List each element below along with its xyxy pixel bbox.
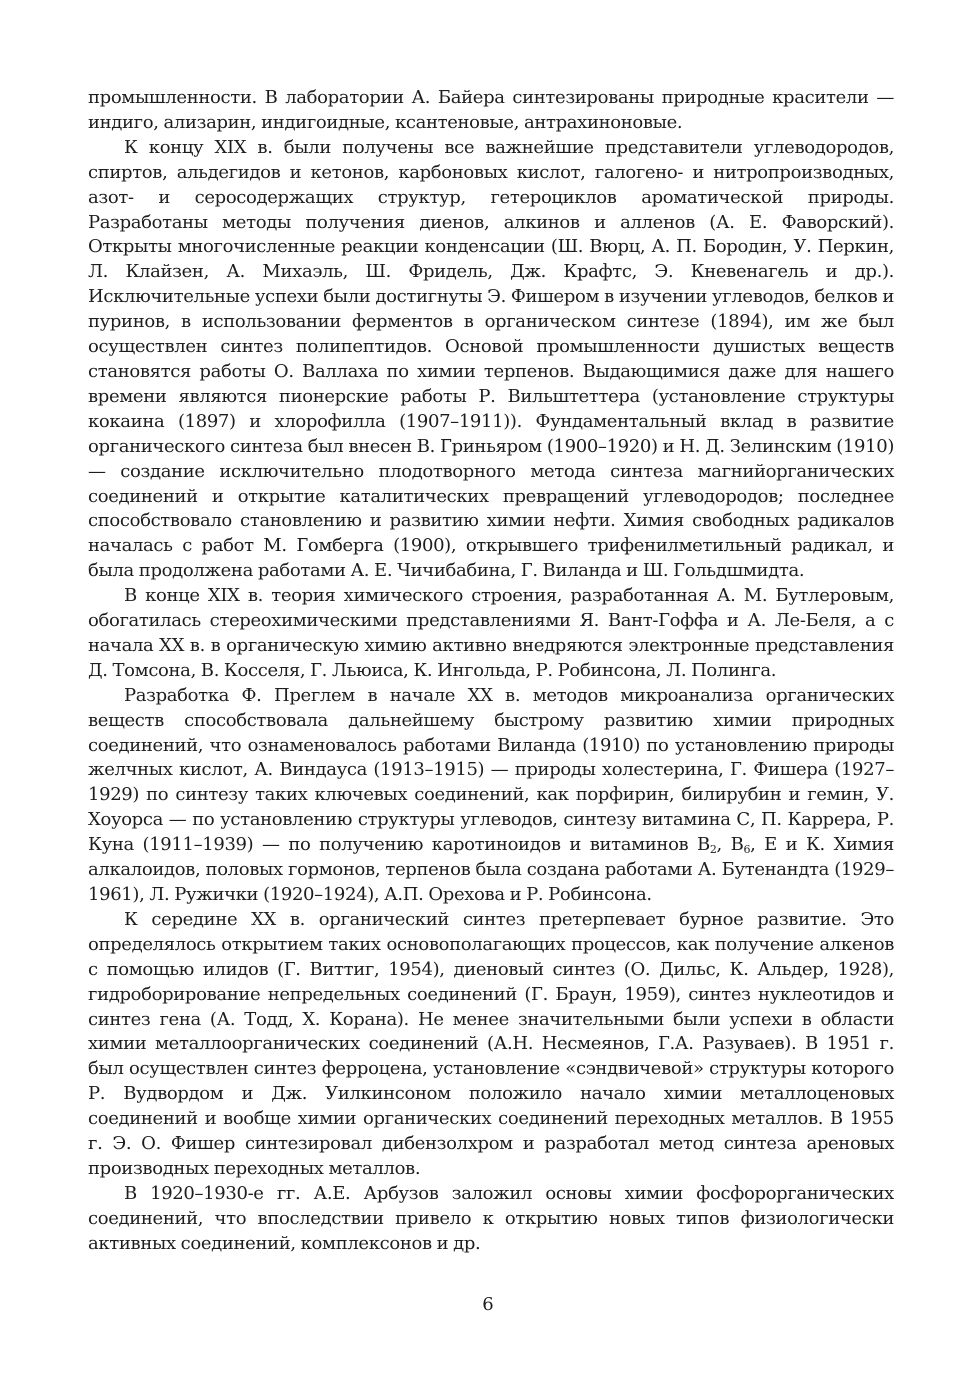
page-number: 6: [482, 1294, 494, 1315]
paragraph-19th-century: К концу XIX в. были получены все важнейшие представители углеводородов, спиртов, альдегидов и кетонов, карбоновых кислот, галогено- и нитропроизводных, азот- и серосодержащих структур, гетероциклов ароматической природы. Разработаны методы получения диенов, алкинов и алленов (А. Е. Фаворский). Открыты многочисленные реакции конденсации (Ш. Вюрц, А. П. Бородин, У. Перкин, Л. Клайзен, А. Михаэль, Ш. Фридель, Дж. Крафтс, Э. Кневенагель и др.). Исключительные успехи были достигнуты Э. Фишером в изучении углеводов, белков и пуринов, в использовании ферментов в органическом синтезе (1894), им же был осуществлен синтез полипептидов. Основой промышленности душистых веществ становятся работы О. Валлаха по химии терпенов. Выдающимися даже для нашего времени являются пионерские работы Р. Вильштеттера (установление структуры кокаина (1897) и хлорофилла (1907–1911)). Фундаментальный вклад в развитие органического синтеза был внесен В. Гриньяром (1900–1920) и Н. Д. Зелинским (1910) — создание исключительно плодотворного метода синтеза магнийорганических соединений и открытие каталитических превращений углеводородов; последнее способствовало становлению и развитию химии нефти. Химия свободных радикалов началась с работ М. Гомберга (1900), открывшего трифенилметильный радикал, и была продолжена работами А. Е. Чичибабина, Г. Виланда и Ш. Гольдшмидта.: [88, 136, 894, 582]
paragraph-microanalysis-text-2: , В: [716, 834, 744, 856]
page-body: [88, 86, 894, 1257]
paragraph-20th-century-synthesis: К середине XX в. органический синтез претерпевает бурное развитие. Это определялось открытием таких основополагающих процессов, как получение алкенов с помощью илидов (Г. Виттиг, 1954), диеновый синтез (О. Дильс, К. Альдер, 1928), гидроборирование непредельных соединений (Г. Браун, 1959), синтез нуклеотидов и синтез гена (А. Тодд, Х. Корана). Не менее значительными были успехи в области химии металлоорганических соединений (А.Н. Несмеянов, Г.А. Разуваев). В 1951 г. был осуществлен синтез ферроцена, установление «сэндвичевой» структуры которого Р. Вудвордом и Дж. Уилкинсоном положило начало химии металлоценовых соединений и вообще химии органических соединений переходных металлов. В 1955 г. Э. О. Фишер синтезировал дибензолхром и разработал метод синтеза ареновых производных переходных металлов.: [88, 908, 894, 1179]
subscript-6: 6: [743, 843, 751, 857]
paragraph-baeyer-dyes: промышленности. В лаборатории А. Байера синтезированы природные красители — индиго, ализарин, индигоидные, ксантеновые, антрахиноновые.: [88, 87, 894, 133]
paragraph-structure-theory: В конце XIX в. теория химического строения, разработанная А. М. Бутлеровым, обогатилась стереохимическими представлениями Я. Вант-Гоффа и А. Ле-Беля, а с начала XX в. в органическую химию активно внедряются электронные представления Д. Томсона, В. Косселя, Г. Льюиса, К. Ингольда, Р. Робинсона, Л. Полинга.: [88, 585, 894, 681]
paragraph-microanalysis: [88, 684, 894, 908]
paragraph-arbuzov: В 1920–1930-е гг. А.Е. Арбузов заложил основы химии фосфорорганических соединений, что впоследствии привело к открытию новых типов физиологически активных соединений, комплексонов и др.: [88, 1182, 894, 1254]
paragraph-microanalysis-text: Разработка Ф. Преглем в начале XX в. методов микроанализа органических веществ способствовала дальнейшему быстрому развитию химии природных соединений, что ознаменовалось работами Виланда (1910) по установлению природы желчных кислот, А. Виндауса (1913–1915) — природы холестерина, Г. Фишера (1927–1929) по синтезу таких ключевых соединений, как порфирин, билирубин и гемин, У. Хоуорса — по установлению структуры углеводов, синтезу витамина С, П. Каррера, Р. Куна (1911–1939) — по получению каротиноидов и витаминов В: [88, 684, 894, 856]
paragraph-microanalysis-text-3: , Е и К. Химия алкалоидов, половых гормонов, терпенов была создана работами А. Бутенандта (1929–1961), Л. Ружички (1920–1924), А.П. Орехова и Р. Робинсона.: [88, 834, 894, 905]
subscript-2: 2: [709, 843, 717, 857]
